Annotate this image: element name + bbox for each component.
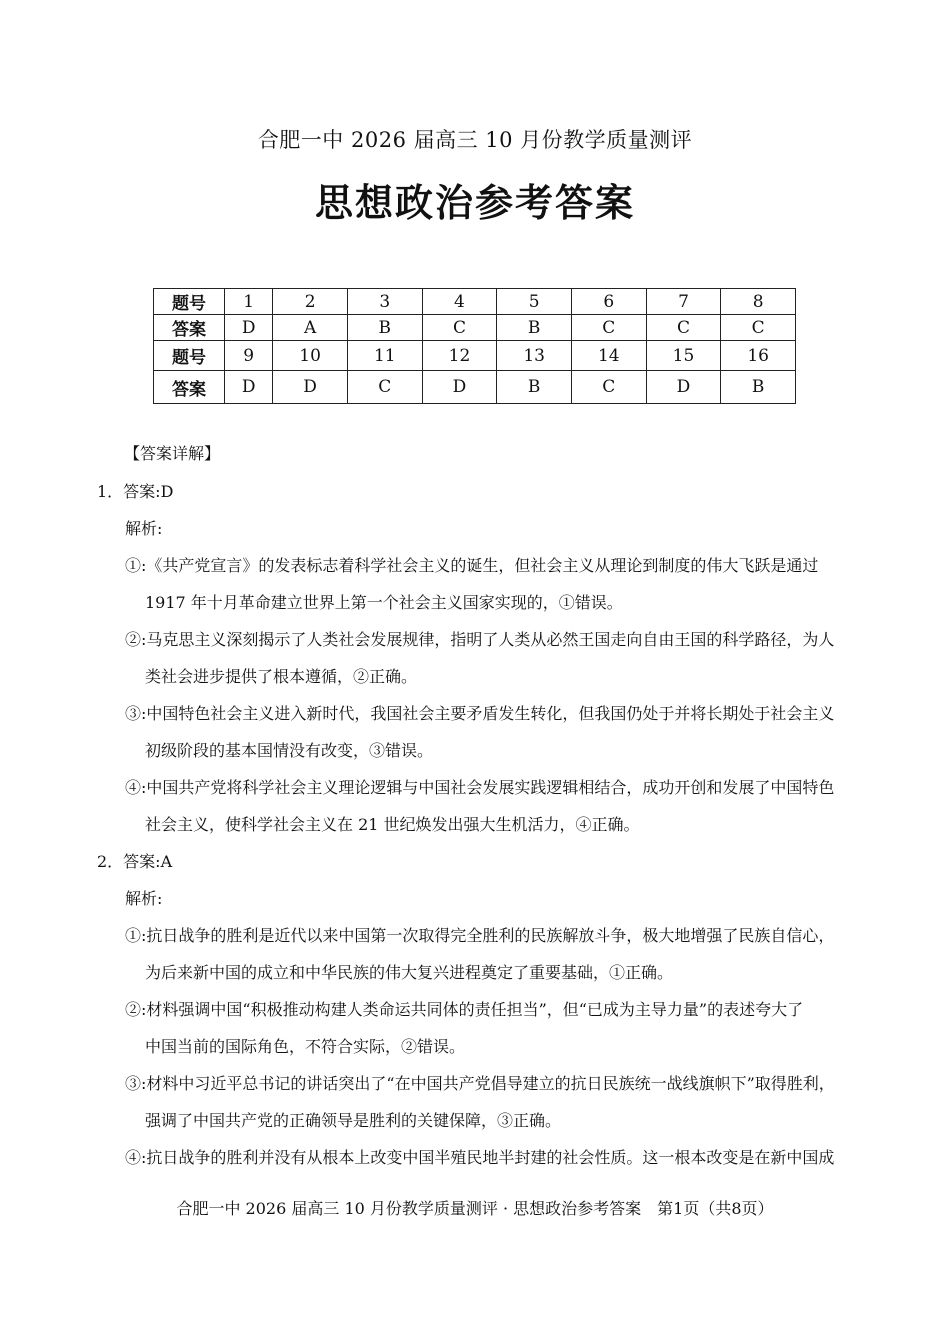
document-subtitle: 合肥一中 2026 届高三 10 月份教学质量测评 <box>257 128 693 152</box>
table-cell: 3 <box>347 289 422 315</box>
table-cell: 5 <box>497 289 572 315</box>
analysis-line: 类社会进步提供了根本遵循，②正确。 <box>145 667 418 686</box>
table-cell: 15 <box>646 341 721 371</box>
table-cell: 7 <box>646 289 721 315</box>
analysis-item <box>97 922 862 996</box>
row-label: 答案 <box>154 371 225 404</box>
table-cell: B <box>721 371 796 404</box>
section-label: 【答案详解】 <box>124 444 221 463</box>
table-cell: D <box>422 371 497 404</box>
analysis-item <box>97 996 862 1070</box>
document-title: 思想政治参考答案 <box>314 180 635 225</box>
table-cell: B <box>497 371 572 404</box>
table-cell: A <box>273 315 348 341</box>
analysis-line: ③:中国特色社会主义进入新时代，我国社会主要矛盾发生转化，但我国仍处于并将长期处于社会主义 <box>125 704 835 723</box>
analysis-item <box>97 626 862 700</box>
table-cell: 10 <box>273 341 348 371</box>
table-cell: C <box>571 315 646 341</box>
table-cell: 9 <box>225 341 273 371</box>
analysis-label: 解析: <box>125 889 163 908</box>
table-cell: 14 <box>571 341 646 371</box>
table-cell: C <box>571 371 646 404</box>
table-cell: C <box>347 371 422 404</box>
analysis-item <box>97 552 862 626</box>
analysis-line: 为后来新中国的成立和中华民族的伟大复兴进程奠定了重要基础，①正确。 <box>145 963 674 982</box>
analysis-item <box>97 1070 862 1144</box>
answer-details <box>97 478 862 1181</box>
table-cell: 1 <box>225 289 273 315</box>
analysis-item <box>97 700 862 774</box>
analysis-item <box>97 774 862 848</box>
table-cell: 4 <box>422 289 497 315</box>
analysis-item <box>97 1144 862 1181</box>
table-cell: D <box>225 371 273 404</box>
table-cell: D <box>646 371 721 404</box>
row-label: 题号 <box>154 341 225 371</box>
table-cell: C <box>646 315 721 341</box>
row-label: 答案 <box>154 315 225 341</box>
table-cell: C <box>422 315 497 341</box>
analysis-line: 1917 年十月革命建立世界上第一个社会主义国家实现的，①错误。 <box>145 593 623 612</box>
analysis-line: 初级阶段的基本国情没有改变，③错误。 <box>145 741 434 760</box>
answer-table <box>153 288 796 404</box>
table-cell: 8 <box>721 289 796 315</box>
analysis-label: 解析: <box>125 519 163 538</box>
table-cell: 12 <box>422 341 497 371</box>
analysis-line: ④:中国共产党将科学社会主义理论逻辑与中国社会发展实践逻辑相结合，成功开创和发展了中国特色 <box>125 778 835 797</box>
table-cell: B <box>497 315 572 341</box>
table-cell: 13 <box>497 341 572 371</box>
table-row <box>154 371 796 404</box>
row-label: 题号 <box>154 289 225 315</box>
analysis-line: 中国当前的国际角色，不符合实际，②错误。 <box>145 1037 466 1056</box>
question-heading: 1．答案:D <box>97 482 174 501</box>
analysis-line: ④:抗日战争的胜利并没有从根本上改变中国半殖民地半封建的社会性质。这一根本改变是在新中国成 <box>125 1148 835 1167</box>
analysis-line: 强调了中国共产党的正确领导是胜利的关键保障，③正确。 <box>145 1111 562 1130</box>
table-row <box>154 315 796 341</box>
analysis-line: ③:材料中习近平总书记的讲话突出了“在中国共产党倡导建立的抗日民族统一战线旗帜下”取得胜利， <box>125 1074 835 1093</box>
table-cell: 2 <box>273 289 348 315</box>
page-footer: 合肥一中 2026 届高三 10 月份教学质量测评 · 思想政治参考答案 第1页（共8页） <box>176 1199 774 1218</box>
analysis-line: ①:抗日战争的胜利是近代以来中国第一次取得完全胜利的民族解放斗争，极大地增强了民族自信心， <box>125 926 835 945</box>
analysis-line: 社会主义，使科学社会主义在 21 世纪焕发出强大生机活力，④正确。 <box>145 815 640 834</box>
question-heading: 2．答案:A <box>97 852 173 871</box>
table-cell: C <box>721 315 796 341</box>
table-row <box>154 289 796 315</box>
table-cell: D <box>273 371 348 404</box>
table-cell: 11 <box>347 341 422 371</box>
analysis-line: ②:马克思主义深刻揭示了人类社会发展规律，指明了人类从必然王国走向自由王国的科学路径，为人 <box>125 630 835 649</box>
table-cell: 6 <box>571 289 646 315</box>
table-cell: 16 <box>721 341 796 371</box>
table-row <box>154 341 796 371</box>
table-cell: B <box>347 315 422 341</box>
table-cell: D <box>225 315 273 341</box>
analysis-line: ②:材料强调中国“积极推动构建人类命运共同体的责任担当”，但“已成为主导力量”的表述夸大了 <box>125 1000 804 1019</box>
analysis-line: ①:《共产党宣言》的发表标志着科学社会主义的诞生，但社会主义从理论到制度的伟大飞跃是通过 <box>125 556 819 575</box>
